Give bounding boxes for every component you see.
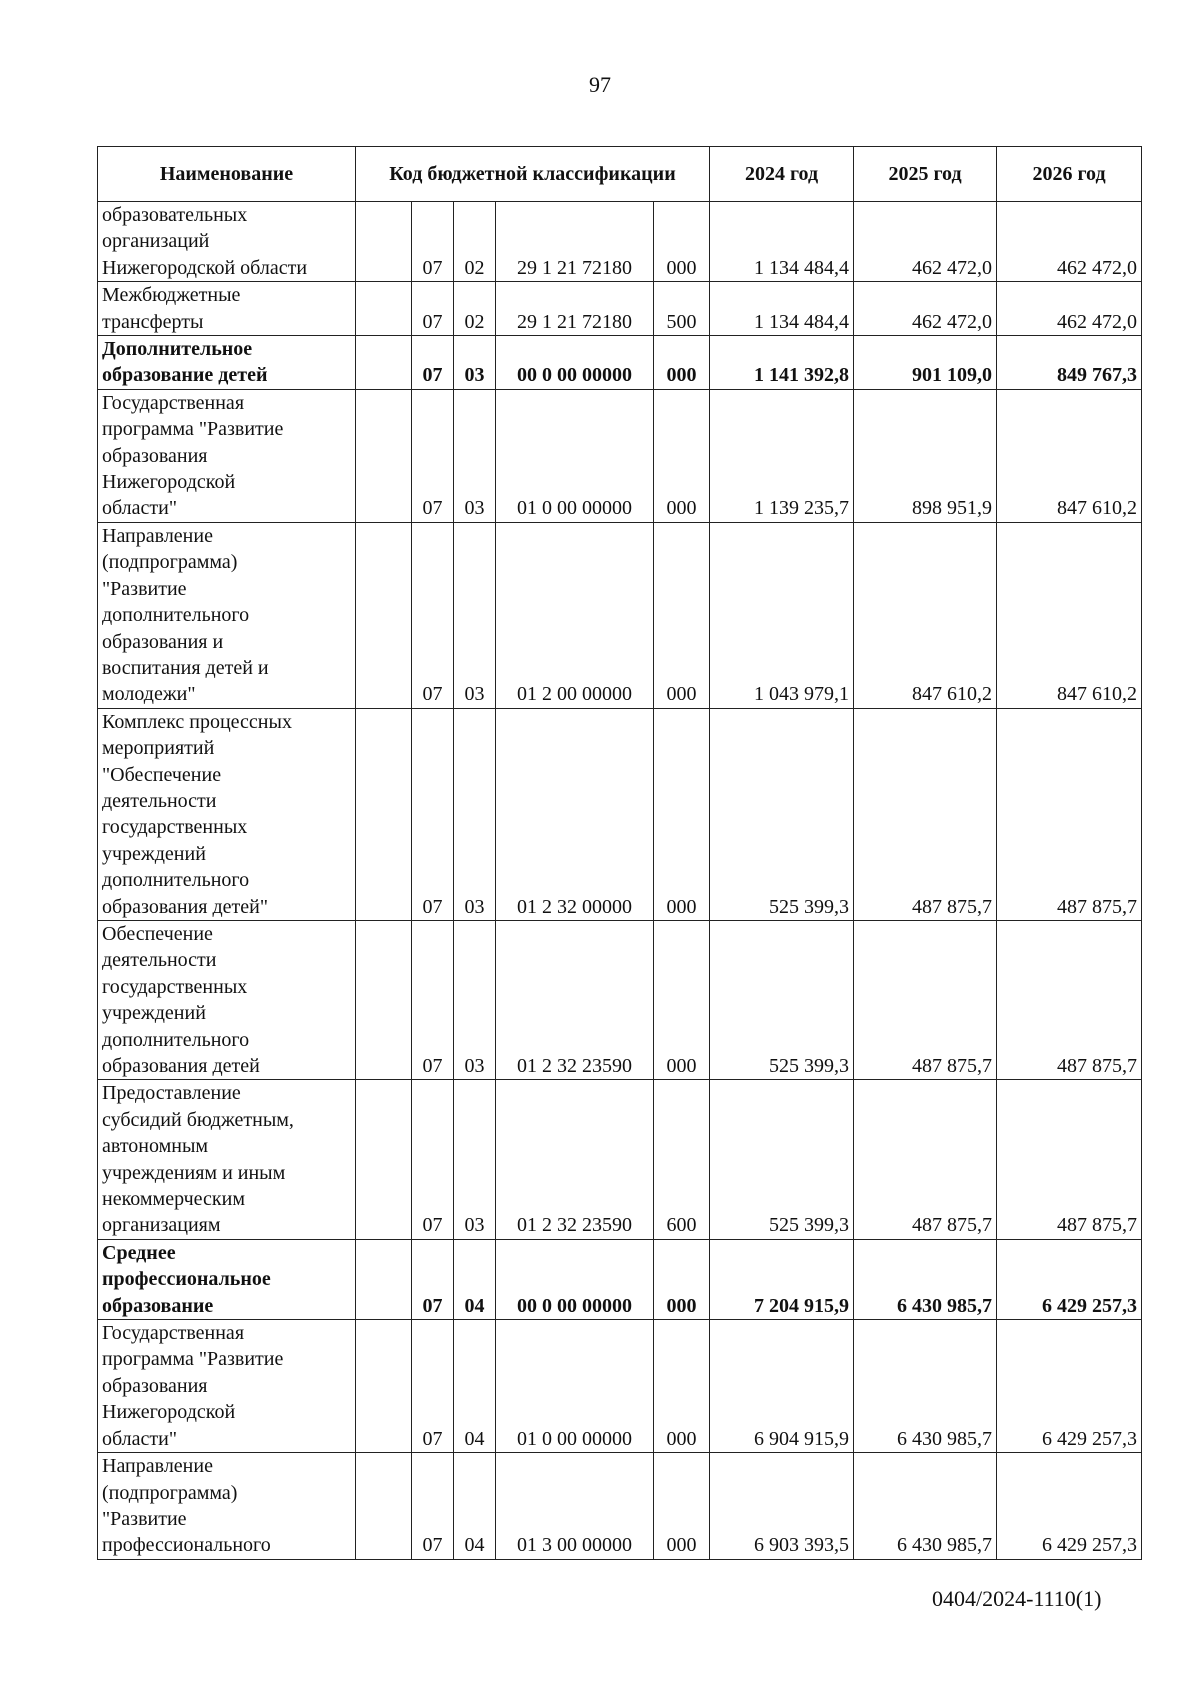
- row-name-line: учреждений: [102, 1002, 206, 1025]
- code-section: 07: [412, 1080, 454, 1239]
- code-expense-type: 600: [654, 1080, 710, 1239]
- row-name-line: области": [102, 1427, 178, 1450]
- row-name-line: организаций: [102, 230, 210, 253]
- row-name-line: учреждениям и иным: [102, 1161, 286, 1184]
- code-expense-type: 000: [654, 1320, 710, 1453]
- code-expense-type: 000: [654, 1239, 710, 1319]
- row-name-line: субсидий бюджетным,: [102, 1108, 294, 1131]
- row-name-line: организациям: [102, 1214, 221, 1237]
- row-name-line: учреждений: [102, 842, 206, 865]
- value-2026: 847 610,2: [997, 389, 1142, 522]
- code-col-1: [356, 920, 412, 1079]
- code-subsection: 04: [454, 1320, 496, 1453]
- row-name-line: образования детей: [102, 1055, 260, 1077]
- row-name-line: Межбюджетные: [102, 284, 241, 307]
- code-section: 07: [412, 1320, 454, 1453]
- value-2024: 525 399,3: [710, 920, 854, 1079]
- row-name: [98, 389, 356, 522]
- row-name-line: Дополнительное: [102, 338, 253, 361]
- value-2024: 1 043 979,1: [710, 522, 854, 708]
- code-target-article: 01 2 32 23590: [496, 920, 654, 1079]
- row-name: [98, 522, 356, 708]
- code-section: 07: [412, 202, 454, 282]
- value-2025: 901 109,0: [854, 336, 997, 390]
- code-section: 07: [412, 1239, 454, 1319]
- row-name-line: "Развитие: [102, 1507, 187, 1530]
- code-col-1: [356, 282, 412, 336]
- code-subsection: 03: [454, 336, 496, 390]
- row-name-line: Среднее: [102, 1241, 176, 1264]
- row-name-line: дополнительного: [102, 604, 250, 627]
- header-name: Наименование: [98, 147, 356, 202]
- table-row: [98, 708, 1142, 920]
- row-name-line: профессионального: [102, 1534, 271, 1557]
- row-name-line: программа "Развитие: [102, 1348, 284, 1371]
- code-expense-type: 000: [654, 1453, 710, 1560]
- row-name: [98, 282, 356, 336]
- table-row: [98, 1453, 1142, 1560]
- row-name: [98, 202, 356, 282]
- code-target-article: 00 0 00 00000: [496, 336, 654, 390]
- value-2025: 487 875,7: [854, 1080, 997, 1239]
- code-target-article: 01 0 00 00000: [496, 389, 654, 522]
- header-code: Код бюджетной классификации: [356, 147, 710, 202]
- code-subsection: 02: [454, 282, 496, 336]
- row-name: [98, 920, 356, 1079]
- code-subsection: 03: [454, 522, 496, 708]
- code-col-1: [356, 522, 412, 708]
- code-target-article: 29 1 21 72180: [496, 202, 654, 282]
- row-name-line: деятельности: [102, 949, 217, 972]
- code-target-article: 00 0 00 00000: [496, 1239, 654, 1319]
- code-expense-type: 000: [654, 920, 710, 1079]
- code-target-article: 01 2 32 23590: [496, 1080, 654, 1239]
- code-target-article: 01 3 00 00000: [496, 1453, 654, 1560]
- row-name-line: (подпрограмма): [102, 551, 238, 574]
- table-row: [98, 389, 1142, 522]
- row-name-line: молодежи": [102, 683, 196, 706]
- row-name-line: программа "Развитие: [102, 418, 284, 441]
- row-name-line: государственных: [102, 975, 248, 998]
- row-name-line: Государственная: [102, 1322, 245, 1345]
- row-name-line: образование: [102, 1294, 214, 1317]
- value-2024: 7 204 915,9: [710, 1239, 854, 1319]
- row-name-line: "Обеспечение: [102, 763, 222, 786]
- code-expense-type: 500: [654, 282, 710, 336]
- table-row: [98, 522, 1142, 708]
- value-2024: 1 139 235,7: [710, 389, 854, 522]
- value-2026: 849 767,3: [997, 336, 1142, 390]
- row-name-line: образования: [102, 444, 208, 467]
- value-2025: 6 430 985,7: [854, 1453, 997, 1560]
- code-target-article: 01 2 00 00000: [496, 522, 654, 708]
- value-2024: 6 903 393,5: [710, 1453, 854, 1560]
- row-name-line: "Развитие: [102, 577, 187, 600]
- row-name-line: Нижегородской: [102, 471, 236, 494]
- row-name-line: Нижегородской: [102, 1401, 236, 1424]
- code-expense-type: 000: [654, 522, 710, 708]
- row-name-line: (подпрограмма): [102, 1481, 238, 1504]
- code-subsection: 03: [454, 920, 496, 1079]
- row-name-line: Предоставление: [102, 1082, 241, 1105]
- row-name-line: дополнительного: [102, 1028, 250, 1051]
- code-col-1: [356, 708, 412, 920]
- row-name-line: образовательных: [102, 204, 248, 226]
- code-col-1: [356, 336, 412, 390]
- row-name: [98, 1080, 356, 1239]
- code-subsection: 04: [454, 1239, 496, 1319]
- code-expense-type: 000: [654, 202, 710, 282]
- code-col-1: [356, 1453, 412, 1560]
- row-name-line: образования и: [102, 630, 224, 653]
- table-row: [98, 1080, 1142, 1239]
- row-name-line: Нижегородской области: [102, 256, 308, 279]
- row-name-line: деятельности: [102, 789, 217, 812]
- row-name: [98, 1239, 356, 1319]
- code-col-1: [356, 389, 412, 522]
- code-section: 07: [412, 708, 454, 920]
- code-subsection: 03: [454, 708, 496, 920]
- code-col-1: [356, 202, 412, 282]
- document-number: 0404/2024-1110(1): [932, 1586, 1102, 1611]
- row-name: [98, 1453, 356, 1560]
- table-header-row: [98, 147, 1142, 202]
- page-number: 97: [589, 72, 611, 97]
- code-subsection: 02: [454, 202, 496, 282]
- row-name-line: образование детей: [102, 364, 268, 387]
- row-name: [98, 336, 356, 390]
- row-name-line: Государственная: [102, 391, 245, 414]
- row-name-line: профессиональное: [102, 1268, 271, 1291]
- row-name-line: образования детей": [102, 895, 269, 918]
- value-2025: 462 472,0: [854, 202, 997, 282]
- code-col-1: [356, 1080, 412, 1239]
- value-2026: 462 472,0: [997, 282, 1142, 336]
- value-2025: 487 875,7: [854, 920, 997, 1079]
- value-2024: 525 399,3: [710, 1080, 854, 1239]
- value-2026: 487 875,7: [997, 1080, 1142, 1239]
- value-2026: 6 429 257,3: [997, 1453, 1142, 1560]
- row-name-line: мероприятий: [102, 737, 215, 760]
- code-section: 07: [412, 336, 454, 390]
- value-2025: 487 875,7: [854, 708, 997, 920]
- code-subsection: 03: [454, 389, 496, 522]
- code-target-article: 01 0 00 00000: [496, 1320, 654, 1453]
- table-body: [98, 202, 1142, 1560]
- table-row: [98, 920, 1142, 1079]
- row-name-line: Направление: [102, 524, 213, 547]
- code-section: 07: [412, 522, 454, 708]
- value-2026: 847 610,2: [997, 522, 1142, 708]
- value-2026: 462 472,0: [997, 202, 1142, 282]
- value-2024: 1 134 484,4: [710, 202, 854, 282]
- value-2024: 1 134 484,4: [710, 282, 854, 336]
- header-2025: 2025 год: [854, 147, 997, 202]
- code-expense-type: 000: [654, 336, 710, 390]
- value-2026: 6 429 257,3: [997, 1239, 1142, 1319]
- value-2026: 487 875,7: [997, 920, 1142, 1079]
- table-row: [98, 336, 1142, 390]
- code-col-1: [356, 1320, 412, 1453]
- code-target-article: 01 2 32 00000: [496, 708, 654, 920]
- row-name-line: государственных: [102, 816, 248, 839]
- row-name-line: Направление: [102, 1455, 213, 1478]
- budget-table: [97, 146, 1142, 1560]
- row-name: [98, 1320, 356, 1453]
- value-2025: 462 472,0: [854, 282, 997, 336]
- row-name-line: трансферты: [102, 310, 204, 333]
- value-2024: 6 904 915,9: [710, 1320, 854, 1453]
- code-col-1: [356, 1239, 412, 1319]
- table-row: [98, 1239, 1142, 1319]
- code-expense-type: 000: [654, 389, 710, 522]
- row-name-line: Обеспечение: [102, 922, 213, 945]
- row-name-line: образования: [102, 1374, 208, 1397]
- value-2025: 6 430 985,7: [854, 1239, 997, 1319]
- code-subsection: 04: [454, 1453, 496, 1560]
- code-section: 07: [412, 282, 454, 336]
- code-expense-type: 000: [654, 708, 710, 920]
- value-2025: 6 430 985,7: [854, 1320, 997, 1453]
- value-2024: 525 399,3: [710, 708, 854, 920]
- row-name-line: воспитания детей и: [102, 656, 269, 679]
- header-2024: 2024 год: [710, 147, 854, 202]
- row-name-line: некоммерческим: [102, 1188, 245, 1211]
- code-section: 07: [412, 1453, 454, 1560]
- table-row: [98, 202, 1142, 282]
- code-subsection: 03: [454, 1080, 496, 1239]
- value-2025: 847 610,2: [854, 522, 997, 708]
- value-2024: 1 141 392,8: [710, 336, 854, 390]
- code-section: 07: [412, 920, 454, 1079]
- value-2025: 898 951,9: [854, 389, 997, 522]
- row-name-line: области": [102, 497, 178, 520]
- header-2026: 2026 год: [997, 147, 1142, 202]
- row-name-line: автономным: [102, 1135, 209, 1158]
- table-row: [98, 282, 1142, 336]
- row-name: [98, 708, 356, 920]
- value-2026: 6 429 257,3: [997, 1320, 1142, 1453]
- value-2026: 487 875,7: [997, 708, 1142, 920]
- table-row: [98, 1320, 1142, 1453]
- code-section: 07: [412, 389, 454, 522]
- row-name-line: Комплекс процессных: [102, 710, 292, 733]
- row-name-line: дополнительного: [102, 869, 250, 892]
- code-target-article: 29 1 21 72180: [496, 282, 654, 336]
